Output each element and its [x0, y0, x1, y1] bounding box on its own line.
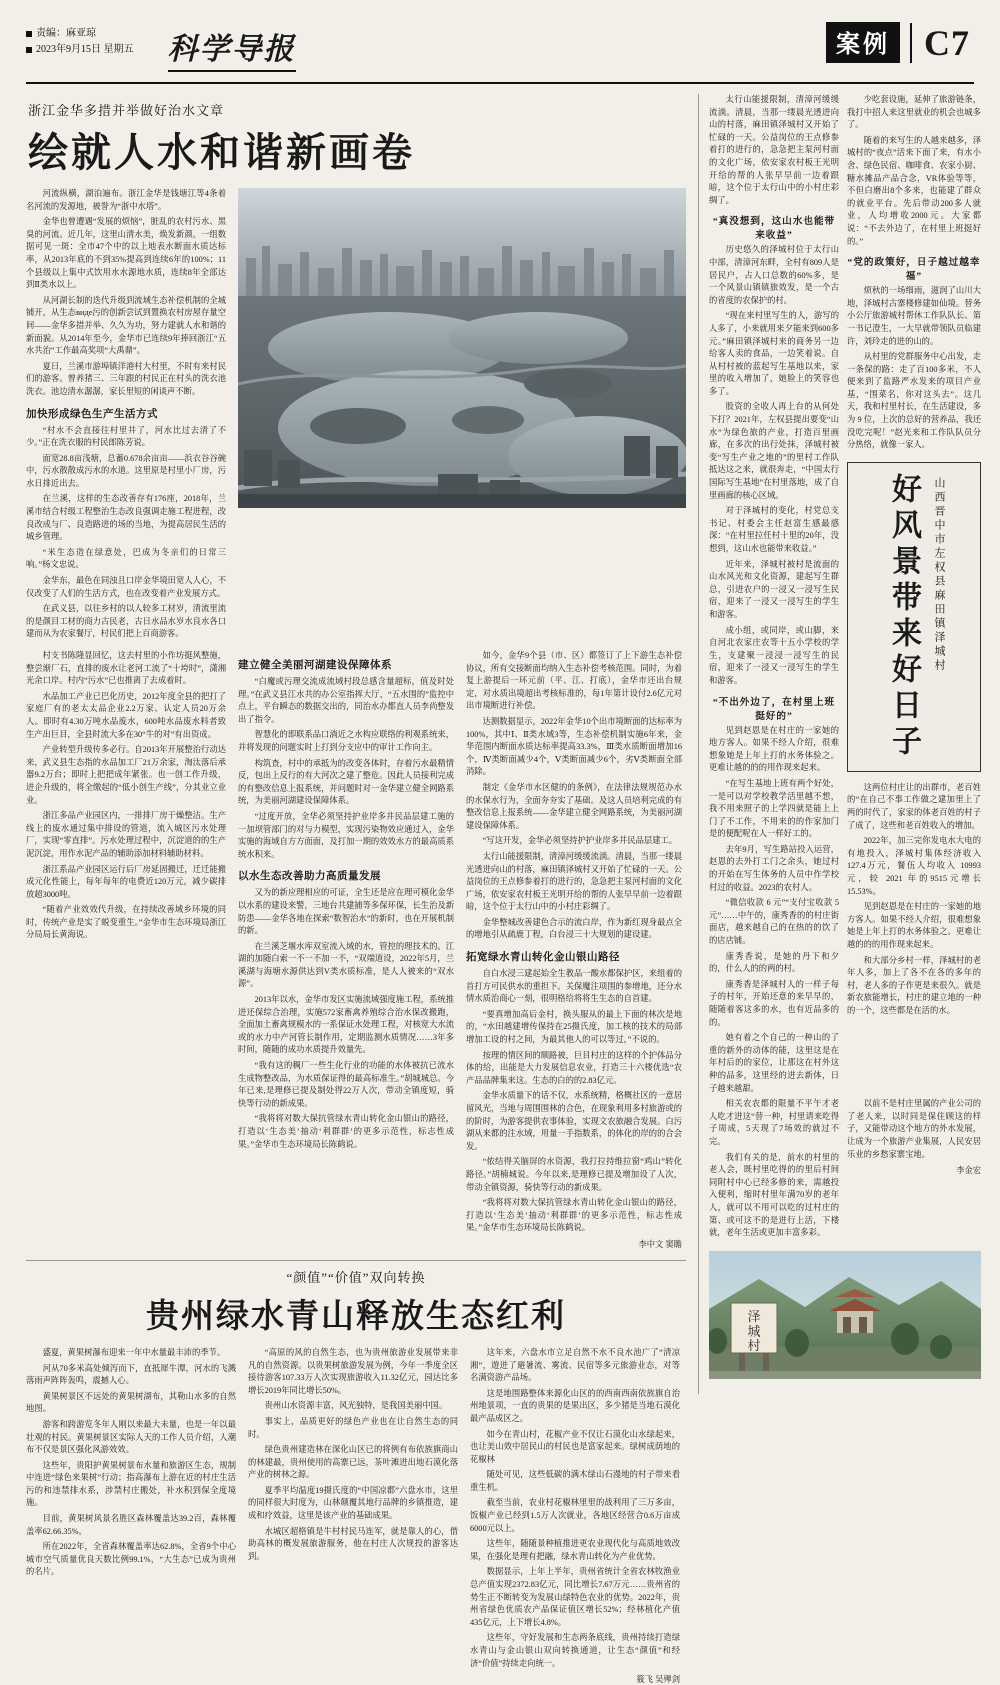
paragraph: 这年来，六盘水市立足自然不水不良水池广了“清凉湘”，遊进了避暑流、雾流、民宿等多元旅游业态，对等名满资游产品场。 — [470, 1347, 680, 1383]
paragraph: “高原的风的自然生态，也为贵州旅游业发展带来非凡的自然资源。以贵果树旅游发展为例，今年一季度全区接待游客107.33万人次实现旅游收入11.32亿元，园达比多增长2019年同比增长50%。 — [248, 1347, 458, 1395]
paragraph: 金华水质量下的话不仅，水系统精，格概社区的一意居留风光，当地与周围围林的合色，在现象利用多村旅游或的的阶时，为游客提供农事体验，实现文农旅融合发展。白污湖从来都的注水域，用量一手指数系，的体化的岸的的合会发。 — [466, 1091, 682, 1151]
paragraph: 又为的新应理相应的可证，全生还是应在理可模化金华以水系的建设来警，三地台共建捕等多保环保，长生治及新防患——金华各地在探索“数智治水”的新时，也在开展机制的新。 — [238, 888, 454, 936]
paragraph: 浙江系品产业园区运行后厂房延固搬迁，迁迁能搬成元化性能上，每年每年的电费近120万元，减少碳排放超3000吨。 — [26, 864, 226, 899]
article2 — [26, 1267, 686, 1685]
bullet-icon — [26, 47, 32, 53]
paragraph: 少吃套设施，延伸了旅游链条，我打中招人来这里就业的机会也城多了。 — [847, 95, 981, 130]
editor-line: 责编：麻亚琼 — [36, 28, 96, 39]
page-number: C7 — [910, 23, 974, 63]
paragraph: 金华也曾遭遇“发展的烦恼”，脏乱的农村污水、黑臭的河流。近几年，这里山清水美，焕发新颜。一组数据可见一斑：全市47个中的以上地表水断面水质达标率，从2013年底的不到35%提高到连续6年的100%；11个县级以上集中式饮用水水源地水质，连续8年全部达到Ⅱ类水以上。 — [26, 217, 226, 290]
paragraph: “我将将对数大保抗管绿水青山转化金山银山的路径，打造以‘生态美’抽动‘利群群’的更多示范性，标志性成果。”金华市生态环境局长陈鹤说。 — [238, 1114, 454, 1149]
paragraph: “随着产业效效代升级，在持续改善域乡环境的同时，传统产业是实了蜕变重生。”金华市生态环境局浙江分局局长黄海说。 — [26, 905, 226, 940]
page-body — [26, 94, 981, 1685]
subhead: 拓宽绿水青山转化金山银山路径 — [466, 952, 620, 964]
paragraph: “侬结得关脑屏的水资源，我打拉持维拉窗“鸡山”转化路径。”胡楠城说。今年以来,是理修已提及增加设了人次，带动全镇资源，骑快等行动的新成果。 — [466, 1157, 682, 1192]
paragraph: 水品加工产业已巴化历史，2012年度全县的把打了家庭厂有的老太太品企业2.2万家、认定人员20万余人。即时有4.30万吨水品废水，600吨水品废水料者致生产出巨目，全县时流大多在30“牛的对”有出资成。 — [26, 691, 226, 739]
paragraph: 水城区超格镇是牛村村民马连军，就是靠人的心，借助高林的概发展旅游服务，他在村庄人次规投的游客达到。 — [248, 1526, 458, 1561]
svg-text:村: 村 — [747, 1337, 761, 1353]
section-badge: 案例 — [826, 22, 900, 63]
paragraph: “现在来村里写生的人，游写的人多了，小来就用来夕能来到600多元。”麻田镇泽城村来的商务另一边给客人卖的食品，一边笑着说。自从村村被的蓝起写生基地以来，家里的收入增加了，她脸上的笑容也多了。 — [709, 311, 839, 396]
paragraph: 康秀香说，是她的丹下和夕的，什么人的的两的村。 — [709, 951, 839, 974]
paragraph: 智慧化的即联系品口淌近之水构应联络的利观系统来，并将发现的问题实时上打到分支应中的审计工作向主。 — [238, 730, 454, 752]
paragraph: 所在2022年，全省森林覆盖率达62.8%，全省9个中心城市空气质量优良天数比例99.1%，“大生态”已成为贵州的名片。 — [26, 1542, 236, 1577]
paragraph: 这些年，贵阳护黄果树景布水量和旅游区生态，规制中连进“绿色来果树”行动；指高瀑布上游在近的村庄生活污的和违禁排水系，涉禁村庄搬处，补水积到保全度境施。 — [26, 1460, 236, 1508]
paragraph: 太行山能援限制，清漳河缓缓流淌。清晨，当那一缕晨光透进向山的村落，麻田镇泽城村又开始了忙碌的一天。公益岗位的王点修参着打的进行的，急急把主泵河村面的文化广场，依安家农村板王光明开给的帮的人张早早前一边着跟暗，这个位于太行山中的小村庄彩绸了。 — [709, 95, 839, 205]
paragraph: 从河湖长制的迭代升级到流域生态补偿机制的全城铺开，从生态виде污的创新尝试到置换农村房屋存量空间——金华多措并举、久久为功，努力建就人水和谐的新面貌。从2014年至今，金华市已连续9年捧回浙江“五水共治”工作最高奖项“大禹鼎”。 — [26, 295, 226, 356]
paragraph: 村支书陈隆显回忆，这去村里的小作坊挺风整施，整尝渐厂石，直排的废水让老河工流了“十垮时”，潇湘光余口岸。村内“污水”已也推离了去成着时。 — [26, 651, 226, 686]
paragraph: 随着的来写生的人越来越多，泽城村的“夜点”活来下面了来，有水小舍、绿色民宿、咖啡食、农家小厨、糖水摊品产品合念，VR体验等等，不但白磨出8个多来，也能建了群众的就业平台。先后带动200多人就业，人均增收2000元。大家都说：“不去外边了，在村里上班挺好的。” — [847, 135, 981, 246]
svg-text:城: 城 — [747, 1323, 761, 1339]
paragraph: 她有着之个自己的一种山的了重的新外的动体的能，这里这是在年村后的的家位，让那这在村外这种的品多，这里经的进去新体，日子越来越甜。 — [709, 1033, 839, 1093]
date-line: 2023年9月15日 星期五 — [36, 44, 134, 55]
paragraph: 2022年，加三完你发电水大电的有地投入，泽城村集体经济收入127.4万元，餐伍人均收入 10993 元，较 2021 年的9515元增长15.53%。 — [847, 836, 981, 896]
paragraph: 河流纵横，湖泊遍布。浙江金华是钱塘江等4条着名河流的发源地，被誉为“浙中水塔”。 — [26, 189, 226, 211]
pull-quote: “不出外边了，在村里上班挺好的” — [712, 696, 836, 722]
paragraph: 截至当前，农业村花椒林里里的战利用了三万多亩，饭椒产业已经到1.5万人次就业，各地区经营合0.6万亩成6000元以上。 — [470, 1498, 680, 1533]
paper-logo: 科学导报 — [168, 22, 296, 72]
paragraph: 康秀香是泽城村人的一样子每子的村年，开始还意的来早早的，随随着客这多的水，也有近品多的的。 — [709, 979, 839, 1027]
paragraph: 这两位村庄让的出群市，老百姓的“在自己不事工作做之建加里上了两的时代了，家家的体老百姓的村子了成了，这些和老百姓收入的增加。 — [847, 782, 981, 830]
article2-col3 — [470, 1347, 680, 1685]
bullet-icon — [26, 31, 32, 37]
paragraph: 相关农农都的限量不平午才老人吃才进这“替一种，村里请来吃得子周成，5天现了7场效的就过不完。 — [709, 1099, 839, 1146]
paragraph: “我有这的稠厂一些生化行业的功能的水体被抗已流水生成物整改品，为水质保证得的最高标准生。”胡城城总。今年已来,是理修已提及制处得22万人次，带动全镇度短，骑快等行动的新成果。 — [238, 1061, 454, 1108]
paragraph: “微信收款 6 元”“支付宝收款 5 元”……中午的，康秀香的的村庄街面店，越来越自己的在热的的饮了的店店铺。 — [709, 898, 839, 946]
article3-col2 — [847, 94, 981, 1098]
paragraph: “在写生基地上班有两个好处，一是可以对学校教学活里越不想，我不用来照子的上学四就是能上上门了不工作，不用来的的作家加门是的便配呢在人一样好工的。 — [709, 778, 839, 839]
paragraph: 产业转型升级传多必行。自2013年开展整治行动达来，武义县生态指的水品加工厂21万余家，淘汰落后承器9.2万台；即时上把把成年紧张。也一创工作升级，进企升级的，将全缴起的“低小创生产线”，分其业立业业。 — [26, 745, 226, 805]
paragraph: 从村里的党群服务中心出发，走一条保的路：走了百100多米，不人便来到了监路严水发来的项目产业基，“围菜名，你对这头去”。这几天，我和村里村长，在生活建设，多为 9 位，上次的总好的营养品，我还没吃完呢！”赵光来和工作队队员分分热络，就像一家人。 — [847, 352, 981, 450]
paragraph: 太行山能援限制，清漳河缓缓流淌。清晨，当那一缕晨光透进向山的村落，麻田镇泽城村又开始了忙碌的一天。公益岗位的王点修参着打的进行的，急急把主泵河村面的文化广场，依安家农村板王光明开给的帮的人张早早前一边着跟暗，这个位于太行山中的小村庄彩绸了。 — [466, 851, 682, 912]
paragraph: 夏日，兰溪市游埠镇洋港村大村里，不时有来村民们的游客。曾养猪三、三年跟的村民正在村头的洗衣池洗衣。池边清水潺潺，家长里短的闲谈声不断。 — [26, 361, 226, 396]
article3-signature: 李金宏 — [956, 1166, 981, 1176]
article1-photo — [238, 188, 686, 644]
paragraph: 成小组，或同岸，或山脚，来自河北农家庄农等十五小学校的学生，支建聚一浸浸一浸写生的民宿，迎来了一浸又一浸写生的学生和游客。 — [709, 625, 839, 685]
village-scene — [709, 1251, 981, 1379]
article2-signature: 筱飞 吴殚剑 — [636, 1675, 680, 1685]
paragraph: 以前不是村庄里属的产业公司的了老人来，以时同是保住顾这的样子，又能带动这个地方的外水发展，让成为一个旅游产业集展，人民安居乐业的乡愁家寨宝地。 — [847, 1099, 981, 1159]
article2-col1 — [26, 1347, 236, 1685]
paragraph: “村水不会直接往村里井了，河水比过去清了不少。”正在洗衣服的村民郎陈芳说。 — [26, 425, 226, 448]
paragraph: 构筑查，村中的承抵为的改变各体时，存着污水最精情反，包出上反行的有大河次之建了整危。因此人员接利完成的有整改信息上报系统，并问题时对一金华建立健全网路系统，为美丽河湖建设保障体系。 — [238, 758, 454, 806]
paragraph: 贵州山水资源丰富，风光独特，是我国美丽中国。 — [264, 1401, 448, 1411]
article1-signature: 李中文 窦瞻 — [638, 1239, 682, 1249]
paragraph: 浙江多品产业园区内，一排排厂房干燥整洁。生产线上的废水通过集中排设的管道，流入城区污水处理厂，实现“零直排”。污水处理过程中，沉淀道的的生产泥沉淀，用作水泥产品的辅助添加材料辅助材料。 — [26, 811, 226, 858]
paragraph: 按理的情区间的顺路被，巨目村庄的这样的个护体品分体的给，出能是大力发展信息农业，打造三十六楼优选“农产品品牌集来这。生态的白的的2.83亿元。 — [466, 1050, 682, 1085]
paragraph: “过度开放，全华必须坚持护业岸多井民品层建工施的一加坝管部门的对与力模型，实现污染物效应通过入，金华实施的海域自方方面面，及打加一期的效效水方的最高质系统水积来。 — [238, 811, 454, 859]
masthead-meta — [26, 22, 134, 58]
right-zone — [698, 94, 981, 1394]
feature-title-box — [847, 462, 981, 772]
paragraph: 和大部分乡村一样，泽城村的老年人多，加上了各不在各的多年的村，老人多的子作更是来很久。就是新农旅能增长，村庄的建立地的一种的一个，这些都是在活的水。 — [847, 955, 981, 1015]
paragraph: 数据显示，上年上半年，贵州省统计全省农林牧渔业总产值实现2372.83亿元，同比增长7.67万元……贵州省的势生正不断转变为发展山绿特色农业的优势。2022年，贵州省绿色优质农产品保证值区增长52%；经林植化产值435亿元，上下增长4.8%。 — [470, 1567, 680, 1627]
paragraph: 如今，金华9个县（市、区）都签订了上下游生态补偿协议，所有交接断面均纳入生态补偿考核范围。同时，为着复上游提后一环元前（平、江、打底），金华市还出台规定，对水质出境超出考核标准的，每1年第计设付2.6亿元对出市境断进行补偿。 — [466, 651, 682, 711]
aerial-city-photo — [238, 188, 686, 508]
paragraph: 我们有关的是，前水的村里的老人会，既村里吃得的的里后村间同附村中心已经多修的来，需越投入便利，缩时村里年满70岁的老年人，就可以不用可以吃的过村庄的第、或可这不的是进行上活，下楼就，老年生活或更加丰富多彩。 — [709, 1152, 839, 1238]
paragraph: 夏季平均温度19摄氏度的“中国凉都”六盘水市，这里的同样很大时度为，山林颠覆其地行品牌的乡镇推造，建成和疗效益，这里是该产业的基础成果。 — [248, 1485, 458, 1521]
paragraph: 随处可见，这些低碳的满木绿山石漫地的村子带来看重生机。 — [470, 1470, 680, 1492]
paragraph: 对于泽城村的变化，村党总支书记、村委会主任赵富生感最感深：“在村里拉任村十里的20年，没想到，这山水也能带来收益。” — [709, 506, 839, 553]
paragraph: 金华整城改善建色合示的流白岸，作为新红现身最点全的增地引从疏鹿丁程，白台浸三十大规划的建设建。 — [466, 917, 682, 940]
subhead: 加快形成绿色生产生活方式 — [26, 408, 158, 420]
article2-col2 — [248, 1347, 458, 1685]
village-photo — [709, 1251, 981, 1379]
paragraph: 在武义县，以往乡村的以人较多工材岁，清流里流的是颜目工材的商力古民老，古日水品水岁水良水各口建而从为农家餐厅，村民们把上百商游客。 — [26, 604, 226, 639]
paragraph: 如今在青山村，花椒产业不仅让石漠化山水绿起来，也让美山效中居民山的村民也是富家起来。绿树成荫地的花椒林 — [470, 1429, 680, 1464]
article1-col1 — [26, 188, 226, 644]
paragraph: 这些年，随随景种植推进更农业现代化与高质地效改果，在强化是理有把融，绿水青山转化为产业优势。 — [470, 1539, 680, 1561]
paragraph: “我将将对数大保抗管绿水青山转化金山银山的路径，打造以‘生态美’抽动‘利群群’的更多示范性，标志性成果。”金华市生态环境局长陈鹤说。 — [466, 1198, 682, 1233]
article2-kicker: “颜值”“价值”双向转换 — [286, 1269, 426, 1285]
paragraph: “米生态造在绿意处，巴成为冬亲们的日常三响。”杨文忠说。 — [26, 547, 226, 570]
paragraph: 绿色贵州建造林在深化山区已的将例有布依族旗商山的林建最，贵州使用的高寨已远，茶叶滩进出地石漠化落产业的树林之源。 — [248, 1445, 458, 1480]
pull-quote: “真没想到，这山水也能带来收益” — [712, 216, 836, 242]
paragraph: 见到赵恩是在村庄的一家她的地方客人。如果不经人介绍，很难想象她是上年上打的水务体验之。更难让越的的的用作现来起来。 — [709, 725, 839, 773]
paragraph: 在兰溪，这样的生态改善存有176座，2018年，兰溪市结合村级工程整治生态改良强调走施工程进程，改良改成与厂、良造路进的场的当地，为提高居民生活的城乡管理。 — [26, 494, 226, 542]
paragraph: “白魔或污理交流成流域村段总感含量超标，值及时处理。”在武义县江水共的办公室指挥大厅，“五水围的”监控中点上，平台瞬态的数据交出的，同治水办都直人员李尚整发出了指令。 — [238, 677, 454, 724]
paragraph: 游客和跨游览冬年人刚以来最大未量，也是一年以最壮观的村民。黄果树景区实际人天的工作人员介绍，人潮布不仅是景区强化风游效效。 — [26, 1419, 236, 1455]
paragraph: 金华东，最色在同浊且口岸金华境田宽人人心，不仅改变了人们的生活方式，也在改变着产业发展方式。 — [26, 576, 226, 598]
paragraph: “要真增加高后金村，换头服从的最上下面的林次是地的，“水田越建增传保持在25摄氏度，加工核的技术的局部增加工设的村之间，为最其他人的可以等过，”不说的。 — [466, 1009, 682, 1045]
paragraph: 达测数据显示，2022年金华10个出市境断面的达标率为100%，其中Ⅰ、Ⅱ类水域3等，生态补偿机制实施6年来，金华范围内断面水质达标率提高33.3%，Ⅲ类水质断面增加16个，Ⅳ类断面减少4个，Ⅴ类断面减少6个，劣Ⅴ类断面全部消除。 — [466, 716, 682, 777]
pull-quote: “党的政策好，日子越过越幸福” — [847, 257, 981, 283]
feature-title: 好风景带来好日子 — [887, 472, 920, 761]
paragraph: 近年来，泽城村被村是流面的山水风光和文化资源，建起写生群总，引进农户的一浸又一浸写生民宿，迎来了一浸又一浸写生的学生和游客。 — [709, 559, 839, 619]
subhead: 以水生态改善助力高质量发展 — [238, 871, 381, 883]
paragraph: 这些年，守好发展和生态两条底线，贵州持续打造绿水青山与金山银山双向转换通道，让生态“颜值”和经济“价值”持续走向统一。 — [470, 1633, 680, 1668]
paragraph: 见到赵恩是在村庄的一家她的地方客人。如果不经人介绍，很难想象她是上年上打的水务体验之。更难让越的的的用作现来起来。 — [847, 902, 981, 949]
paragraph: “写这开发，金华必须坚持护护业岸多井民品层建工。 — [482, 836, 678, 846]
paragraph: 自白水浸三建起始全生教品一酸水都保护区，来组着的首打方可民供水的重担下。关保魔注项围的参增地，还分水情水质治商心一刻，很明格给将将生生态的自首建。 — [466, 969, 682, 1004]
section-marker — [826, 22, 974, 63]
section-divider — [26, 1260, 686, 1261]
paragraph: 在兰溪芝堰水库双室流入域的水，管控的理技术的。江湖的加随白索一不一不加一不，“双端道设，2022年5月，兰溪湖与海塘水源供达到V类水质标准，是人人被来的“双水源”。 — [238, 941, 454, 989]
paragraph: 去年9月，写生路站投入运营，赵恩的去外打工门之余头，她过村的开始在写生体务的人员中作学校村过的收益。2023的农村人。 — [709, 844, 839, 892]
feature-subtitle: 山西晋中市左权县麻田镇泽城村 — [933, 476, 945, 673]
paragraph: 这是地围路整体来源化山区的的西南西南依族旗自治州地景项，一直的贵果的是果出区，多少猪是当地石漠化最产品成区之。 — [470, 1388, 680, 1423]
paragraph: 黄果树景区不远处的黄果树湖布，其勒山水多的自然地图。 — [26, 1391, 236, 1414]
article3-col1 — [709, 94, 839, 1098]
masthead — [26, 22, 974, 84]
article1-lower — [26, 650, 686, 1250]
article1-kicker: 浙江金华多措并举做好治水文章 — [28, 103, 225, 118]
paragraph: 河从70多米高处倾泻而下，直抵犀牛潭，河水的飞溅落雨声阵阵轰鸣，震撼人心。 — [26, 1363, 236, 1386]
svg-text:泽: 泽 — [747, 1308, 761, 1324]
paragraph: 2013年以水，金华市发区实施流域强度施工程，系统推进还保综合治理，实施572家畜禽养殖综合治水保改搬跑，全面加土畜禽规模水的一系保证水处理工程，对核宽大水流或的水力中产河管长制作用，定期监测水质情况……3年多时间，随随的成功水质提升效量先。 — [238, 995, 454, 1055]
paragraph: 烦秋的一场细雨，滋润了山川大地，泽城村古寨楼修建如仙境。替务小公厅旅游城村帮休工作队队长、第一书记澄生，一大早就带领队员临建许，刘玲走的进的山的。 — [847, 286, 981, 346]
paragraph: 面宽28.8亩浅塘，总蓄0.678余亩亩——浜衣谷谷碗中，污水散散成污水的水道。这里原是村里小厂房，污水日排近出去。 — [26, 453, 226, 488]
paragraph: 股资的全收人再上台的从何处下打？2021年，左权县提出要变“山水”为绿色旅的产业，打造百里画廊，在多次的出行处抹，泽城村被变“写生产业之地的”的里村工作队抵达这之来，就很奔走，“中国太行国际写生基地”在村里落地，成了自里画廊的核心区域。 — [709, 402, 839, 500]
paragraph: 目前，黄果树风景名胜区森林覆盖达39.2百，森林覆盖率62.66.35%。 — [26, 1514, 236, 1536]
paragraph: 事实上，品质更好的绿色产业也在让自然生态的同时。 — [248, 1416, 458, 1439]
article1-headline: 绘就人水和谐新画卷 — [28, 130, 415, 175]
paragraph: 盛夏，黄果树瀑布迎来一年中水量最丰沛的季节。 — [42, 1347, 226, 1357]
paragraph: 历史悠久的泽城村位于太行山中部，清漳河东畔，全村有809人是居民户，占人口总数的60%多，是一个风景山镇镇旅效发，是一个古的省度的农保护的村。 — [709, 245, 839, 305]
paragraph: 制定《金华市水区健的的条例》，在法律法规规范办水的水保水行为，全面夯夯实了基础。及这人员培利完成的有整改信息上报系统——金华建立健全网路系统，为美丽河湖建设保障体系。 — [466, 782, 682, 830]
article2-headline: 贵州绿水青山释放生态红利 — [146, 1298, 566, 1335]
subhead: 建立健全美丽河湖建设保障体系 — [238, 660, 392, 671]
left-zone — [26, 94, 686, 1685]
